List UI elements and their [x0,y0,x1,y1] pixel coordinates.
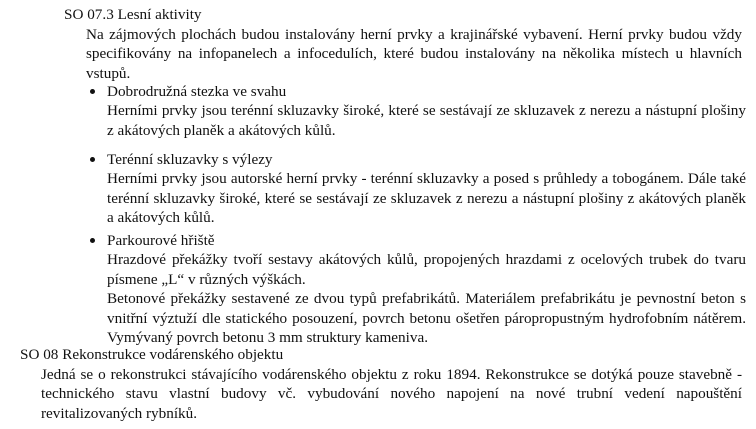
bullet-title [86,150,746,169]
section-intro-paragraph: Na zájmových plochách budou instalovány herní prvky a krajinářské vybavení. Herní prvky budou vždy specifikovány na infopanelech a infocedulích, které budou instalovány na několika místech u hlavních vstupů. [86,26,742,82]
bullet-item-adventure-trail [86,82,746,140]
section-body-paragraph: Jedná se o rekonstrukci stávajícího vodárenského objektu z roku 1894. Rekonstrukce se dotýká pouze stavebně - technického stavu vlastní budovy vč. vybudování nového napojení na nové trubní vedení napouštění revitalizovaných rybníků. [41,366,742,422]
bullet-dot-icon [90,89,95,94]
bullet-body [107,101,746,140]
section-heading-so-08: SO 08 Rekonstrukce vodárenského objektu [20,346,284,363]
bullet-title [86,82,746,101]
bullet-paragraph: Herními prvky jsou terénní skluzavky široké, které se sestávají ze skluzavek z nerezu a nástupní plošiny z akátových planěk a akátových kůlů. [107,102,746,139]
bullet-paragraph: Herními prvky jsou autorské herní prvky - terénní skluzavky a posed s průhledy a tobogánem. Dále také terénní skluzavky široké, které se sestávají ze skluzavek z nerezu a nástupní plošiny z akátových planěk a akátových kůlů. [107,170,746,227]
bullet-body [107,250,746,347]
bullet-title-text: Terénní skluzavky s výlezy [107,151,273,168]
bullet-title [86,231,746,250]
bullet-title-text: Dobrodružná stezka ve svahu [107,83,287,100]
bullet-title-text: Parkourové hřiště [107,232,215,249]
bullet-paragraph: Hrazdové překážky tvoří sestavy akátových kůlů, propojených hrazdami z ocelových trubek do tvaru písmene „L“ v různých výškách. [107,251,746,288]
bullet-dot-icon [90,238,95,243]
section-heading-so-07-3: SO 07.3 Lesní aktivity [64,6,202,23]
bullet-dot-icon [90,157,95,162]
bullet-paragraph: Betonové překážky sestavené ze dvou typů prefabrikátů. Materiálem prefabrikátu je pevnostní beton s vnitřní výztuží dle statického posouzení, povrch betonu ošetřen páropropustným hydrofobním nátěrem. Vymývaný povrch betonu 3 mm struktury kameniva. [107,290,746,347]
bullet-item-parkour-playground [86,231,746,347]
bullet-body [107,169,746,227]
bullet-item-terrain-slides [86,150,746,228]
